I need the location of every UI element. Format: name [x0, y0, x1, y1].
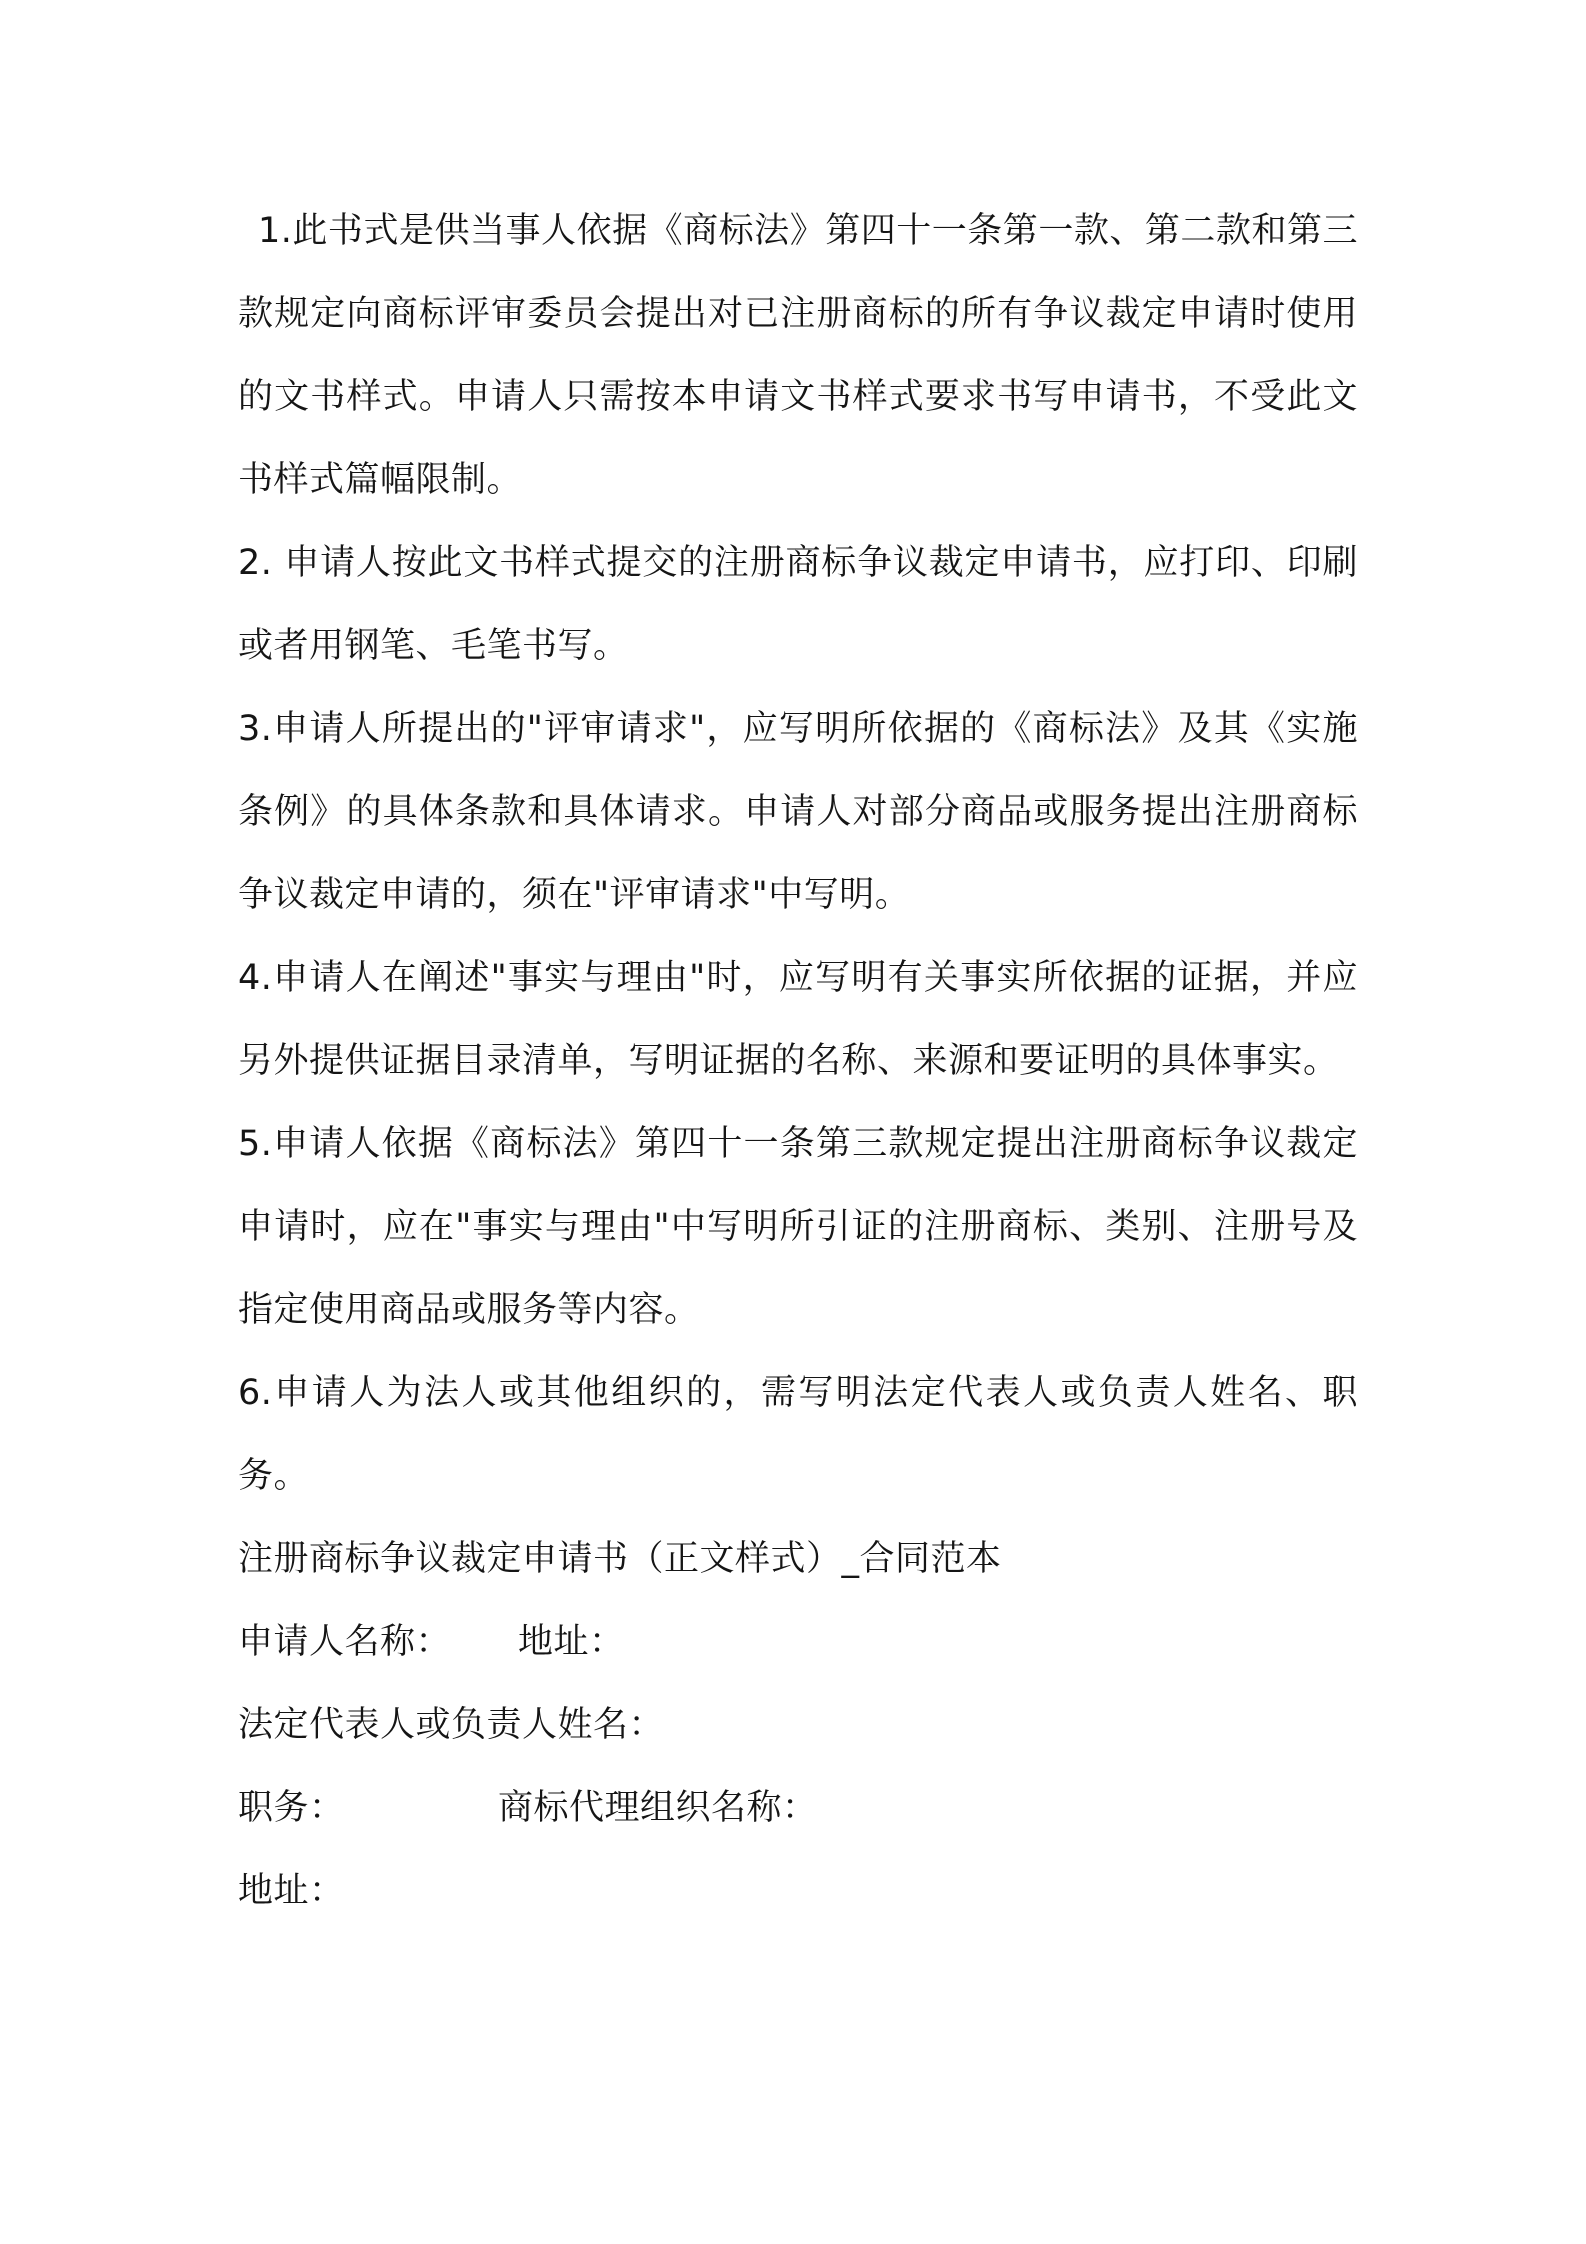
note-1: 1.此书式是供当事人依据《商标法》第四十一条第一款、第二款和第三款规定向商标评审委员会提出对已注册商标的所有争议裁定申请时使用的文书样式。申请人只需按本申请文书样式要求书写申请书，不受此文书样式篇幅限制。 — [238, 211, 1358, 500]
position-row — [238, 1767, 1358, 1850]
address-label: 地址： — [518, 1622, 625, 1662]
note-4: 4.申请人在阐述"事实与理由"时，应写明有关事实所依据的证据，并应另外提供证据目录清单，写明证据的名称、来源和要证明的具体事实。 — [238, 958, 1358, 1081]
agency-name-label: 商标代理组织名称： — [498, 1788, 818, 1828]
position-label: 职务： — [238, 1788, 345, 1828]
form-title: 注册商标争议裁定申请书（正文样式）_合同范本 — [238, 1539, 1002, 1579]
agency-address-label: 地址： — [238, 1871, 345, 1911]
document-body — [238, 190, 1358, 1933]
applicant-row — [238, 1601, 1358, 1684]
note-3: 3.申请人所提出的"评审请求"，应写明所依据的《商标法》及其《实施条例》的具体条款和具体请求。申请人对部分商品或服务提出注册商标争议裁定申请的，须在"评审请求"中写明。 — [238, 709, 1358, 915]
note-6: 6.申请人为法人或其他组织的，需写明法定代表人或负责人姓名、职务。 — [238, 1373, 1358, 1496]
legal-rep-label: 法定代表人或负责人姓名： — [238, 1705, 665, 1745]
note-2: 2. 申请人按此文书样式提交的注册商标争议裁定申请书，应打印、印刷或者用钢笔、毛笔书写。 — [238, 543, 1358, 666]
note-5: 5.申请人依据《商标法》第四十一条第三款规定提出注册商标争议裁定申请时，应在"事实与理由"中写明所引证的注册商标、类别、注册号及指定使用商品或服务等内容。 — [238, 1124, 1358, 1330]
applicant-name-label: 申请人名称： — [238, 1622, 452, 1662]
